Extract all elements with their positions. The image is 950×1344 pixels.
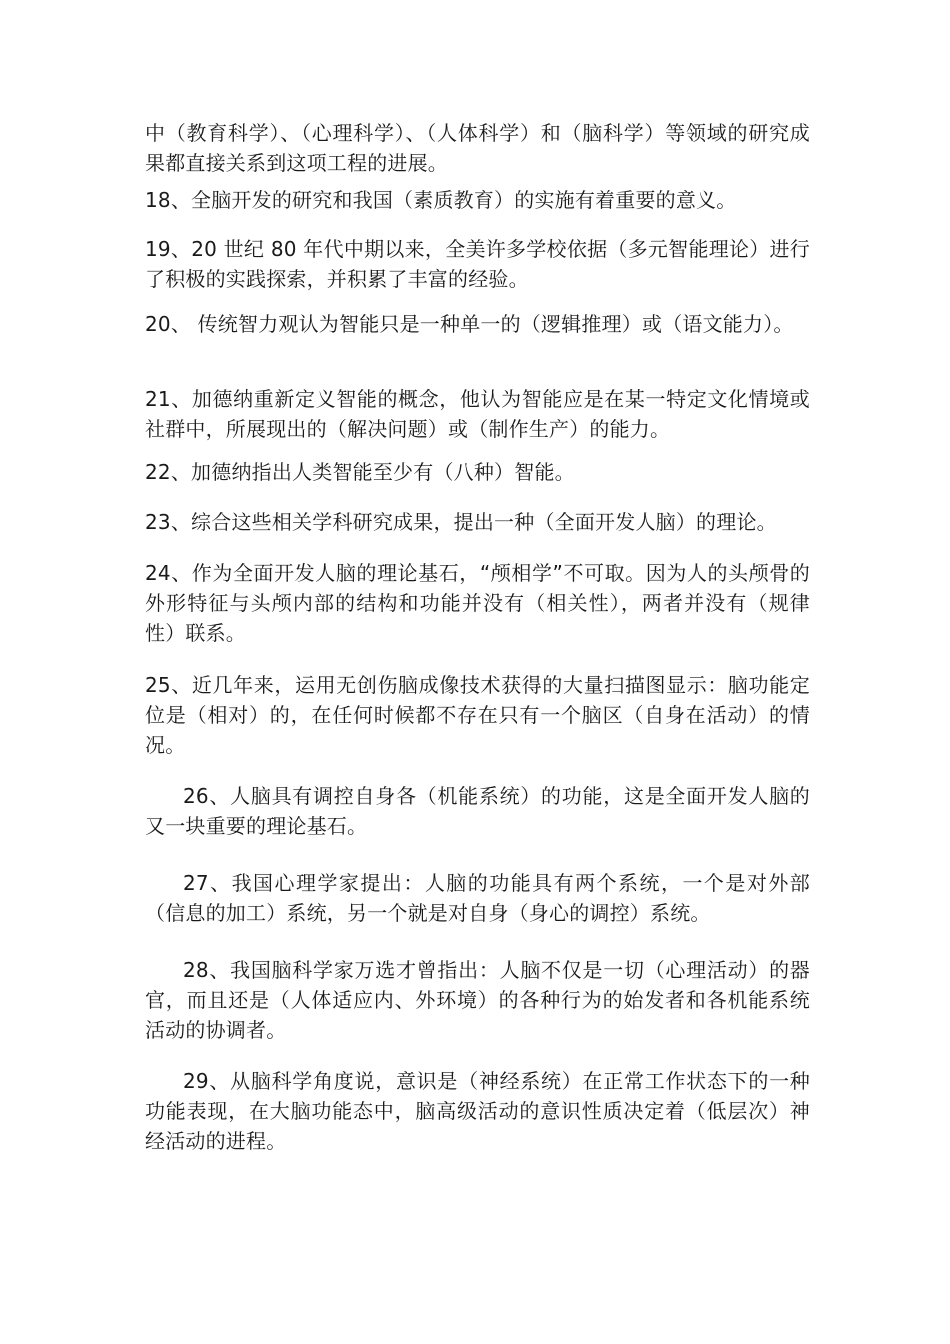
paragraph-item-20: 20、 传统智力观认为智能只是一种单一的（逻辑推理）或（语文能力）。 [145, 312, 794, 336]
paragraph-item-21: 21、加德纳重新定义智能的概念，他认为智能应是在某一特定文化情境或社群中，所展现出的（解决问题）或（制作生产）的能力。 [145, 387, 810, 441]
paragraph-item-22: 22、加德纳指出人类智能至少有（八种）智能。 [145, 460, 575, 484]
paragraph-item-19: 19、20 世纪 80 年代中期以来，全美许多学校依据（多元智能理论）进行了积极的实践探索，并积累了丰富的经验。 [145, 237, 810, 291]
paragraph-item-23: 23、综合这些相关学科研究成果，提出一种（全面开发人脑）的理论。 [145, 510, 777, 534]
paragraph-continuation: 中（教育科学）、（心理科学）、（人体科学）和（脑科学）等领域的研究成果都直接关系到这项工程的进展。 [145, 121, 810, 175]
paragraph-item-29: 29、从脑科学角度说，意识是（神经系统）在正常工作状态下的一种功能表现，在大脑功能态中，脑高级活动的意识性质决定着（低层次）神经活动的进程。 [145, 1069, 810, 1153]
paragraph-item-27: 27、我国心理学家提出：人脑的功能具有两个系统，一个是对外部（信息的加工）系统，另一个就是对自身（身心的调控）系统。 [145, 871, 810, 925]
paragraph-item-24: 24、作为全面开发人脑的理论基石，“颅相学”不可取。因为人的头颅骨的外形特征与头颅内部的结构和功能并没有（相关性），两者并没有（规律性）联系。 [145, 561, 810, 645]
paragraph-item-18: 18、全脑开发的研究和我国（素质教育）的实施有着重要的意义。 [145, 188, 737, 212]
paragraph-item-25: 25、近几年来，运用无创伤脑成像技术获得的大量扫描图显示：脑功能定位是（相对）的，在任何时候都不存在只有一个脑区（自身在活动）的情况。 [145, 673, 810, 757]
paragraph-item-26: 26、人脑具有调控自身各（机能系统）的功能，这是全面开发人脑的又一块重要的理论基石。 [145, 784, 810, 838]
paragraph-item-28: 28、我国脑科学家万选才曾指出：人脑不仅是一切（心理活动）的器官，而且还是（人体适应内、外环境）的各种行为的始发者和各机能系统活动的协调者。 [145, 958, 810, 1042]
